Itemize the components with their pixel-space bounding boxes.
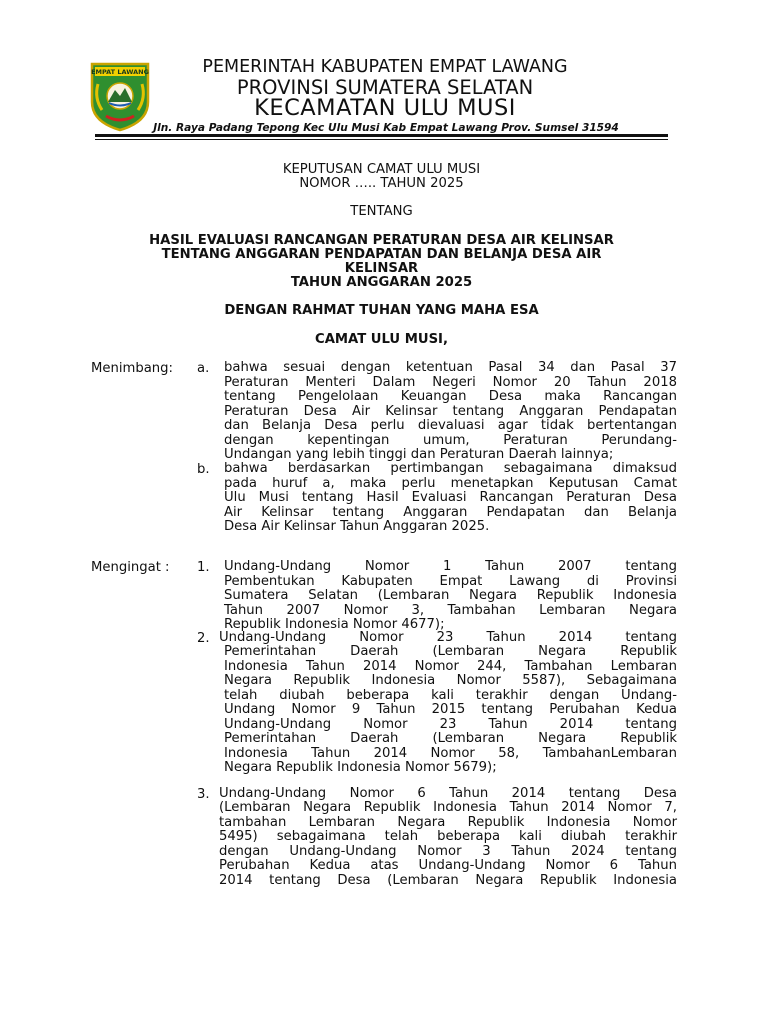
clause-line: Undang-Undang Nomor 6 Tahun 2014 tentang Desa xyxy=(219,786,677,801)
logo-text: EMPAT LAWANG xyxy=(91,68,149,76)
decree-official: CAMAT ULU MUSI, xyxy=(315,332,448,347)
clause-line: 5495) sebagaimana telah beberapa kali diubah terakhir xyxy=(219,829,677,844)
clause-line: Desa Air Kelinsar Tahun Anggaran 2025. xyxy=(224,519,490,534)
clause-line: Tahun 2007 Nomor 3, Tambahan Lembaran Negara xyxy=(224,602,677,618)
clause-line: Indonesia Tahun 2014 Nomor 58, TambahanLembaran xyxy=(224,745,677,761)
clause-line: Air Kelinsar tentang Anggaran Pendapatan dan Belanja xyxy=(224,504,677,520)
mengingat-marker-1: 1. xyxy=(197,560,210,575)
decree-subject-line: HASIL EVALUASI RANCANGAN PERATURAN DESA AIR KELINSAR xyxy=(149,233,614,248)
clause-line: tambahan Lembaran Negara Republik Indonesia Nomor xyxy=(219,814,677,830)
menimbang-item-a xyxy=(224,361,677,463)
decree-tentang: TENTANG xyxy=(350,204,413,219)
clause-line: Undang Nomor 9 Tahun 2015 tentang Perubahan Kedua xyxy=(224,702,677,717)
clause-line: Pemerintahan Daerah (Lembaran Negara Republik xyxy=(224,731,677,746)
letterhead-address: Jln. Raya Padang Tepong Kec Ulu Musi Kab Empat Lawang Prov. Sumsel 31594 xyxy=(153,122,619,134)
clause-line: Republik Indonesia Nomor 4677); xyxy=(224,617,445,632)
decree-subject-line: TENTANG ANGGARAN PENDAPATAN DAN BELANJA DESA AIR xyxy=(161,247,602,262)
clause-line: Pemerintahan Daerah (Lembaran Negara Republik xyxy=(224,644,677,659)
mengingat-item-3 xyxy=(219,801,677,888)
clause-line: Pembentukan Kabupaten Empat Lawang di Provinsi xyxy=(224,573,677,589)
mengingat-marker-3: 3. xyxy=(197,787,210,802)
menimbang-marker-a: a. xyxy=(197,361,210,376)
clause-line: (Lembaran Negara Republik Indonesia Tahun 2014 Nomor 7, xyxy=(219,800,677,815)
clause-line: Undangan yang lebih tinggi dan Peraturan Daerah lainnya; xyxy=(224,447,614,462)
clause-line: dengan Undang-Undang Nomor 3 Tahun 2024 tentang xyxy=(219,843,677,859)
clause-line: Negara Republik Indonesia Nomor 5587), Sebagaimana xyxy=(224,673,677,688)
clause-line: bahwa sesuai dengan ketentuan Pasal 34 dan Pasal 37 xyxy=(224,360,677,375)
clause-line: Undang-Undang Nomor 1 Tahun 2007 tentang xyxy=(224,559,677,574)
clause-line: Negara Republik Indonesia Nomor 5679); xyxy=(224,760,497,775)
clause-line: pada huruf a, maka perlu menetapkan Keputusan Camat xyxy=(224,475,677,491)
menimbang-item-b xyxy=(224,462,677,535)
clause-line: bahwa berdasarkan pertimbangan sebagaimana dimaksud xyxy=(224,461,677,476)
clause-line: Sumatera Selatan (Lembaran Negara Republik Indonesia xyxy=(224,588,677,603)
mengingat-item-1 xyxy=(224,560,677,633)
clause-line: dan Belanja Desa perlu dievaluasi agar tidak bertentangan xyxy=(224,418,677,433)
menimbang-label: Menimbang: xyxy=(91,361,173,376)
clause-line: tentang Pengelolaan Keuangan Desa maka Rancangan xyxy=(224,389,677,404)
clause-line: Ulu Musi tentang Hasil Evaluasi Rancangan Peraturan Desa xyxy=(224,490,677,505)
mengingat-item-2 xyxy=(224,645,677,776)
menimbang-marker-b: b. xyxy=(197,462,210,477)
decree-title: KEPUTUSAN CAMAT ULU MUSI xyxy=(282,162,481,177)
clause-line: Peraturan Menteri Dalam Negeri Nomor 20 Tahun 2018 xyxy=(224,374,677,390)
decree-blessing: DENGAN RAHMAT TUHAN YANG MAHA ESA xyxy=(224,303,539,318)
decree-subject-line: TAHUN ANGGARAN 2025 xyxy=(290,275,473,290)
clause-line: telah diubah beberapa kali terakhir dengan Undang- xyxy=(224,687,677,703)
decree-subject-line: KELINSAR xyxy=(344,261,419,276)
mengingat-label: Mengingat : xyxy=(91,560,170,575)
letterhead-district: KECAMATAN ULU MUSI xyxy=(254,95,516,121)
letterhead-province: PROVINSI SUMATERA SELATAN xyxy=(236,76,534,99)
clause-line: Indonesia Tahun 2014 Nomor 244, Tambahan Lembaran xyxy=(224,658,677,674)
letterhead-rule-thin xyxy=(95,139,668,140)
clause-line: Peraturan Desa Air Kelinsar tentang Anggaran Pendapatan xyxy=(224,403,677,419)
clause-line: 2014 tentang Desa (Lembaran Negara Republik Indonesia xyxy=(219,872,677,888)
letterhead-government: PEMERINTAH KABUPATEN EMPAT LAWANG xyxy=(202,57,568,77)
clause-line: Undang-Undang Nomor 23 Tahun 2014 tentang xyxy=(224,716,677,732)
clause-line: dengan kepentingan umum, Peraturan Perundang- xyxy=(224,432,677,448)
letterhead-rule-thick xyxy=(95,134,668,137)
clause-line: Perubahan Kedua atas Undang-Undang Nomor 6 Tahun xyxy=(219,858,677,873)
decree-number: NOMOR ….. TAHUN 2025 xyxy=(299,176,464,191)
clause-line: Undang-Undang Nomor 23 Tahun 2014 tentang xyxy=(219,630,677,645)
mengingat-marker-2: 2. xyxy=(197,631,210,646)
